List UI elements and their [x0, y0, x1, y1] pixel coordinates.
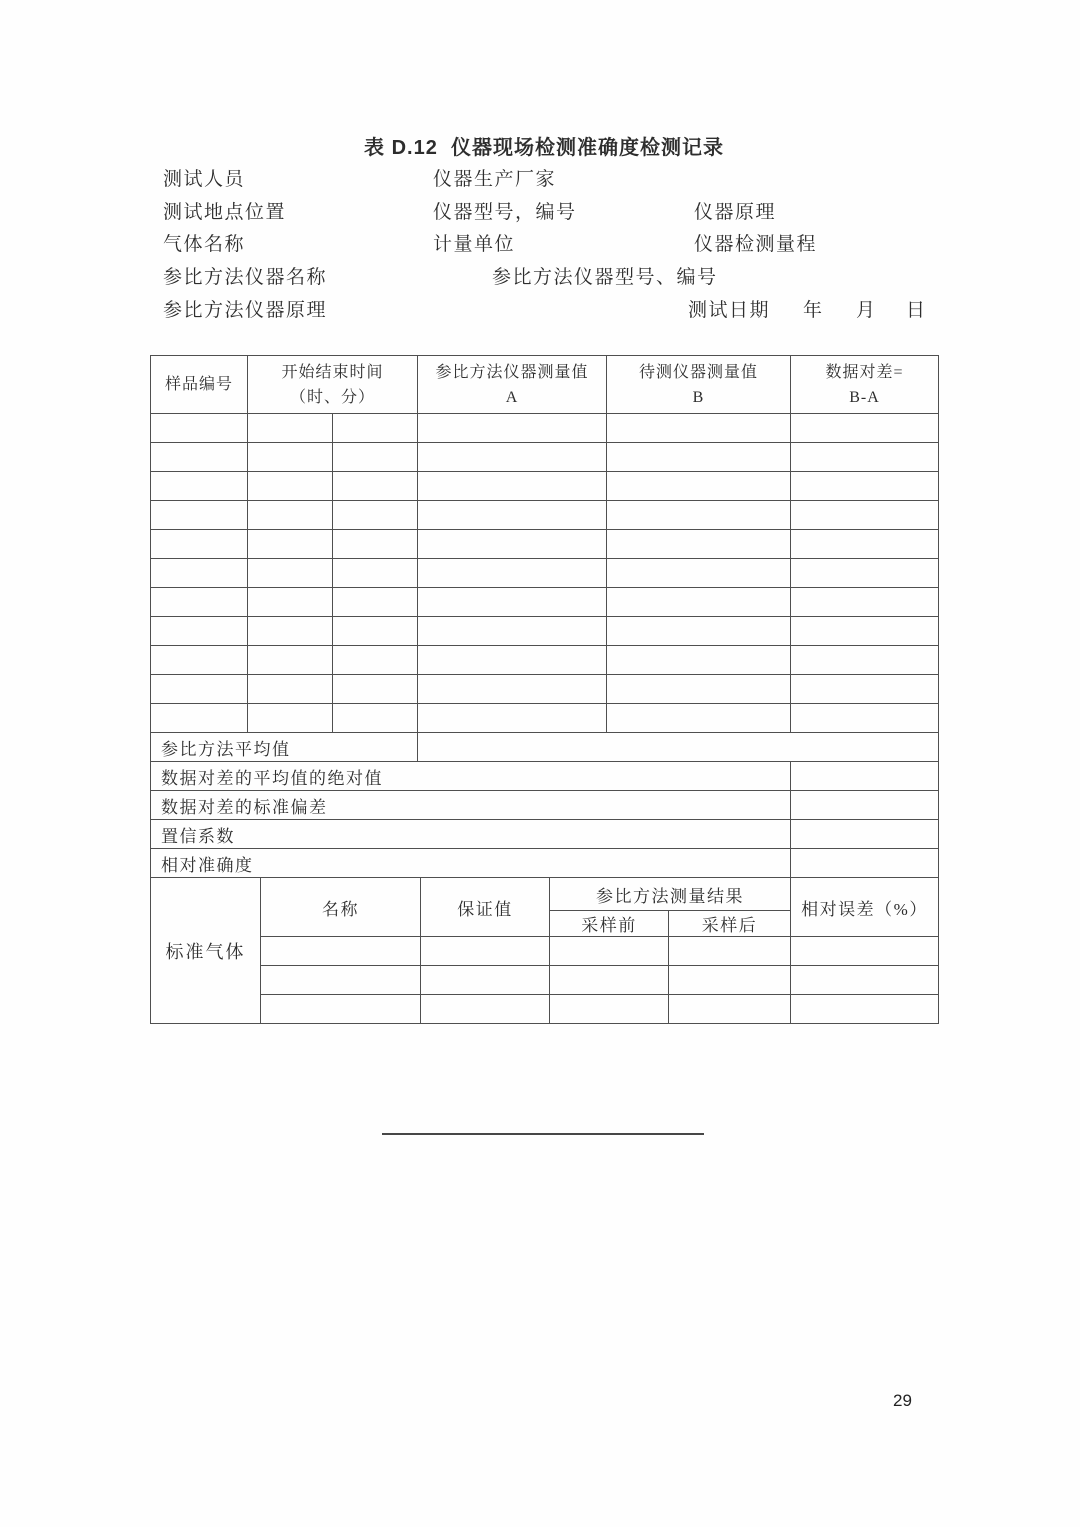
table-row [151, 995, 939, 1024]
table-row [151, 675, 939, 704]
table-row [151, 559, 939, 588]
gas-header-row-1 [151, 878, 939, 911]
field-label-ref-model: 参比方法仪器型号、编号 [492, 267, 718, 288]
field-label-manufacturer: 仪器生产厂家 [433, 169, 557, 190]
empty-cell [791, 995, 939, 1024]
empty-cell [791, 472, 939, 501]
empty-cell [248, 617, 333, 646]
empty-cell [607, 646, 791, 675]
col-header-device-value [607, 356, 791, 414]
field-label-location: 测试地点位置 [163, 202, 287, 223]
field-label-unit: 计量单位 [433, 234, 516, 255]
empty-cell [550, 937, 669, 966]
empty-cell [418, 559, 607, 588]
empty-cell [791, 937, 939, 966]
gas-col-header-after-sampling: 采样后 [669, 911, 791, 937]
empty-cell [607, 559, 791, 588]
stat-value-confidence [791, 820, 939, 849]
col-header-time-line1: 开始结束时间 [281, 363, 384, 381]
col-header-time-line2: （时、分） [290, 388, 376, 406]
empty-cell [333, 704, 418, 733]
empty-cell [151, 501, 248, 530]
empty-cell [333, 530, 418, 559]
empty-cell [791, 588, 939, 617]
empty-cell [550, 966, 669, 995]
document-title: 表 D.12 仪器现场检测准确度检测记录 [364, 137, 724, 159]
table-row [151, 617, 939, 646]
tables-container [150, 355, 940, 1024]
empty-cell [248, 472, 333, 501]
empty-cell [791, 966, 939, 995]
empty-cell [151, 472, 248, 501]
empty-cell [607, 472, 791, 501]
standard-gas-table [150, 877, 939, 1024]
empty-cell [607, 704, 791, 733]
accuracy-record-table [150, 355, 939, 878]
empty-cell [669, 995, 791, 1024]
empty-cell [791, 704, 939, 733]
empty-cell [333, 646, 418, 675]
empty-cell [418, 646, 607, 675]
empty-cell [418, 443, 607, 472]
empty-cell [791, 559, 939, 588]
table-row [151, 501, 939, 530]
empty-cell [607, 588, 791, 617]
empty-cell [791, 443, 939, 472]
table-header-row [151, 356, 939, 414]
stat-label-diff-std: 数据对差的标准偏差 [151, 791, 791, 820]
empty-cell [550, 995, 669, 1024]
stat-label-ref-avg: 参比方法平均值 [151, 733, 418, 762]
empty-cell [151, 559, 248, 588]
field-label-principle: 仪器原理 [694, 202, 777, 223]
empty-cell [333, 443, 418, 472]
field-label-range: 仪器检测量程 [694, 234, 818, 255]
standard-gas-label: 标准气体 [151, 878, 261, 1024]
empty-cell [261, 966, 421, 995]
col-header-ref-value-line2: A [505, 388, 519, 406]
col-header-sample-id [151, 356, 248, 414]
empty-cell [418, 501, 607, 530]
table-row [151, 414, 939, 443]
table-row [151, 472, 939, 501]
empty-cell [607, 617, 791, 646]
empty-cell [333, 559, 418, 588]
col-header-ref-value-line1: 参比方法仪器测量值 [435, 363, 589, 381]
field-label-tester: 测试人员 [163, 169, 246, 190]
empty-cell [248, 530, 333, 559]
table-row [151, 704, 939, 733]
field-label-gas-name: 气体名称 [163, 234, 246, 255]
stat-value-ref-avg [418, 733, 939, 762]
empty-cell [151, 414, 248, 443]
empty-cell [248, 646, 333, 675]
empty-cell [791, 646, 939, 675]
stat-row-diff-std [151, 791, 939, 820]
empty-cell [248, 501, 333, 530]
table-row [151, 966, 939, 995]
empty-cell [607, 414, 791, 443]
col-header-diff-line2: B-A [849, 388, 880, 406]
col-header-diff [791, 356, 939, 414]
empty-cell [418, 704, 607, 733]
gas-col-header-before-sampling: 采样前 [550, 911, 669, 937]
empty-cell [248, 704, 333, 733]
gas-col-header-relative-error: 相对误差（%） [791, 878, 939, 937]
empty-cell [151, 530, 248, 559]
empty-cell [418, 472, 607, 501]
empty-cell [248, 443, 333, 472]
empty-cell [151, 675, 248, 704]
empty-cell [333, 588, 418, 617]
table-row [151, 588, 939, 617]
stat-label-rel-accuracy: 相对准确度 [151, 849, 791, 878]
stat-value-diff-std [791, 791, 939, 820]
empty-cell [421, 966, 550, 995]
empty-cell [791, 617, 939, 646]
gas-col-header-guaranteed-value: 保证值 [421, 878, 550, 937]
empty-cell [248, 588, 333, 617]
empty-cell [418, 414, 607, 443]
empty-cell [333, 617, 418, 646]
empty-cell [418, 675, 607, 704]
empty-cell [333, 501, 418, 530]
empty-cell [607, 530, 791, 559]
field-label-ref-name: 参比方法仪器名称 [163, 267, 328, 288]
empty-cell [607, 501, 791, 530]
stat-row-confidence [151, 820, 939, 849]
gas-col-header-ref-result: 参比方法测量结果 [550, 878, 791, 911]
empty-cell [418, 617, 607, 646]
stat-label-confidence: 置信系数 [151, 820, 791, 849]
empty-cell [333, 414, 418, 443]
empty-cell [248, 559, 333, 588]
page-number: 29 [893, 1391, 912, 1410]
empty-cell [333, 675, 418, 704]
empty-cell [248, 675, 333, 704]
field-label-model: 仪器型号，编号 [433, 202, 577, 223]
col-header-diff-line1: 数据对差= [825, 363, 904, 381]
col-header-sample-id-label: 样品编号 [164, 376, 233, 393]
empty-cell [791, 675, 939, 704]
empty-cell [421, 995, 550, 1024]
field-label-ref-principle: 参比方法仪器原理 [163, 300, 328, 321]
empty-cell [418, 588, 607, 617]
col-header-ref-value [418, 356, 607, 414]
field-label-day: 日 [906, 300, 927, 321]
table-row [151, 937, 939, 966]
empty-cell [607, 675, 791, 704]
empty-cell [151, 704, 248, 733]
stat-value-rel-accuracy [791, 849, 939, 878]
field-label-year: 年 [803, 300, 824, 321]
empty-cell [261, 995, 421, 1024]
col-header-device-value-line1: 待测仪器测量值 [639, 363, 759, 381]
empty-cell [791, 501, 939, 530]
empty-cell [333, 472, 418, 501]
empty-cell [669, 966, 791, 995]
empty-cell [669, 937, 791, 966]
empty-cell [607, 443, 791, 472]
empty-cell [151, 588, 248, 617]
empty-cell [418, 530, 607, 559]
stat-value-diff-avg-abs [791, 762, 939, 791]
empty-cell [421, 937, 550, 966]
empty-cell [151, 443, 248, 472]
stat-row-ref-avg [151, 733, 939, 762]
table-row [151, 443, 939, 472]
empty-cell [261, 937, 421, 966]
signature-line [382, 1133, 704, 1135]
table-row [151, 530, 939, 559]
empty-cell [791, 530, 939, 559]
stat-row-rel-accuracy [151, 849, 939, 878]
empty-cell [791, 414, 939, 443]
stat-row-diff-avg-abs [151, 762, 939, 791]
col-header-time [248, 356, 418, 414]
field-label-test-date: 测试日期 [688, 300, 771, 321]
stat-label-diff-avg-abs: 数据对差的平均值的绝对值 [151, 762, 791, 791]
empty-cell [151, 646, 248, 675]
empty-cell [151, 617, 248, 646]
col-header-device-value-line2: B [692, 388, 705, 406]
gas-col-header-name: 名称 [261, 878, 421, 937]
empty-cell [248, 414, 333, 443]
table-row [151, 646, 939, 675]
field-label-month: 月 [856, 300, 877, 321]
